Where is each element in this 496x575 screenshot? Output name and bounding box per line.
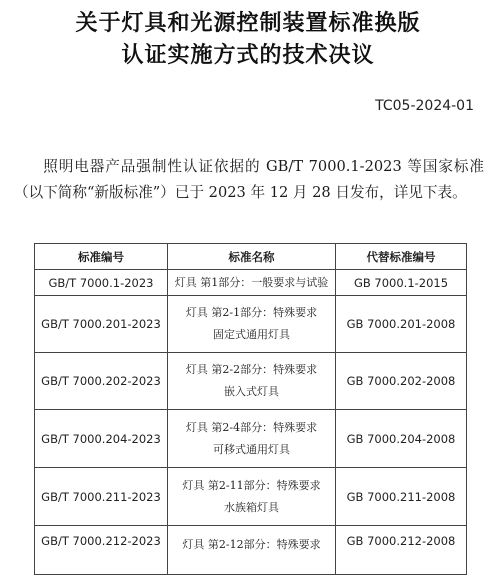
standard-number-cell: GB/T 7000.202-2023 [35, 353, 168, 410]
intro-paragraph: 照明电器产品强制性认证依据的 GB/T 7000.1-2023 等国家标准（以下简称“新版标准”）已于 2023 年 12 月 28 日发布，详见下表。 [14, 158, 484, 201]
table-row [35, 410, 467, 468]
replaced-standard-cell: GB 7000.211-2008 [336, 468, 467, 526]
standard-number-cell: GB/T 7000.211-2023 [35, 468, 168, 526]
standards-table [34, 243, 467, 575]
document-title-line-2: 认证实施方式的技术决议 [121, 43, 375, 68]
table-row [35, 270, 467, 296]
replaced-standard-cell: GB 7000.202-2008 [336, 353, 467, 410]
table-row [35, 296, 467, 353]
standard-number-cell: GB/T 7000.201-2023 [35, 296, 168, 353]
standard-name-line: 灯具 第2-4部分：特殊要求 [185, 420, 318, 434]
header-standard-name: 标准名称 [168, 244, 336, 270]
standard-name-line-2: 嵌入式灯具 [224, 385, 279, 398]
standard-name-cell [168, 468, 336, 526]
table-row [35, 526, 467, 575]
standard-name-cell [168, 526, 336, 575]
table-row [35, 353, 467, 410]
replaced-standard-cell: GB 7000.212-2008 [336, 526, 467, 575]
document-number: TC05-2024-01 [375, 98, 474, 114]
standard-name-line: 灯具 第2-12部分：特殊要求 [182, 538, 321, 551]
header-replaced-standard: 代替标准编号 [336, 244, 467, 270]
replaced-standard-cell: GB 7000.201-2008 [336, 296, 467, 353]
standard-name-line-2: 水族箱灯具 [224, 500, 279, 514]
header-standard-number: 标准编号 [35, 244, 168, 270]
replaced-standard-cell: GB 7000.204-2008 [336, 410, 467, 468]
standard-name-cell [168, 296, 336, 353]
standard-number-cell: GB/T 7000.204-2023 [35, 410, 168, 468]
standard-name-cell [168, 353, 336, 410]
standard-name-line-2: 固定式通用灯具 [213, 328, 290, 341]
table-row [35, 468, 467, 526]
table-header-row [35, 244, 467, 270]
document-title-line-1: 关于灯具和光源控制装置标准换版 [75, 11, 421, 36]
replaced-standard-cell: GB 7000.1-2015 [336, 270, 467, 296]
standard-name-line: 灯具 第2-2部分：特殊要求 [185, 363, 318, 376]
standard-name-line: 灯具 第1部分：一般要求与试验 [174, 275, 329, 289]
standard-name-cell [168, 270, 336, 296]
standard-name-line-2: 可移式通用灯具 [213, 442, 290, 456]
standard-name-line: 灯具 第2-11部分：特殊要求 [182, 478, 321, 492]
standard-number-cell: GB/T 7000.1-2023 [35, 270, 168, 296]
standard-name-line: 灯具 第2-1部分：特殊要求 [185, 306, 318, 319]
standard-number-cell: GB/T 7000.212-2023 [35, 526, 168, 575]
standard-name-cell [168, 410, 336, 468]
